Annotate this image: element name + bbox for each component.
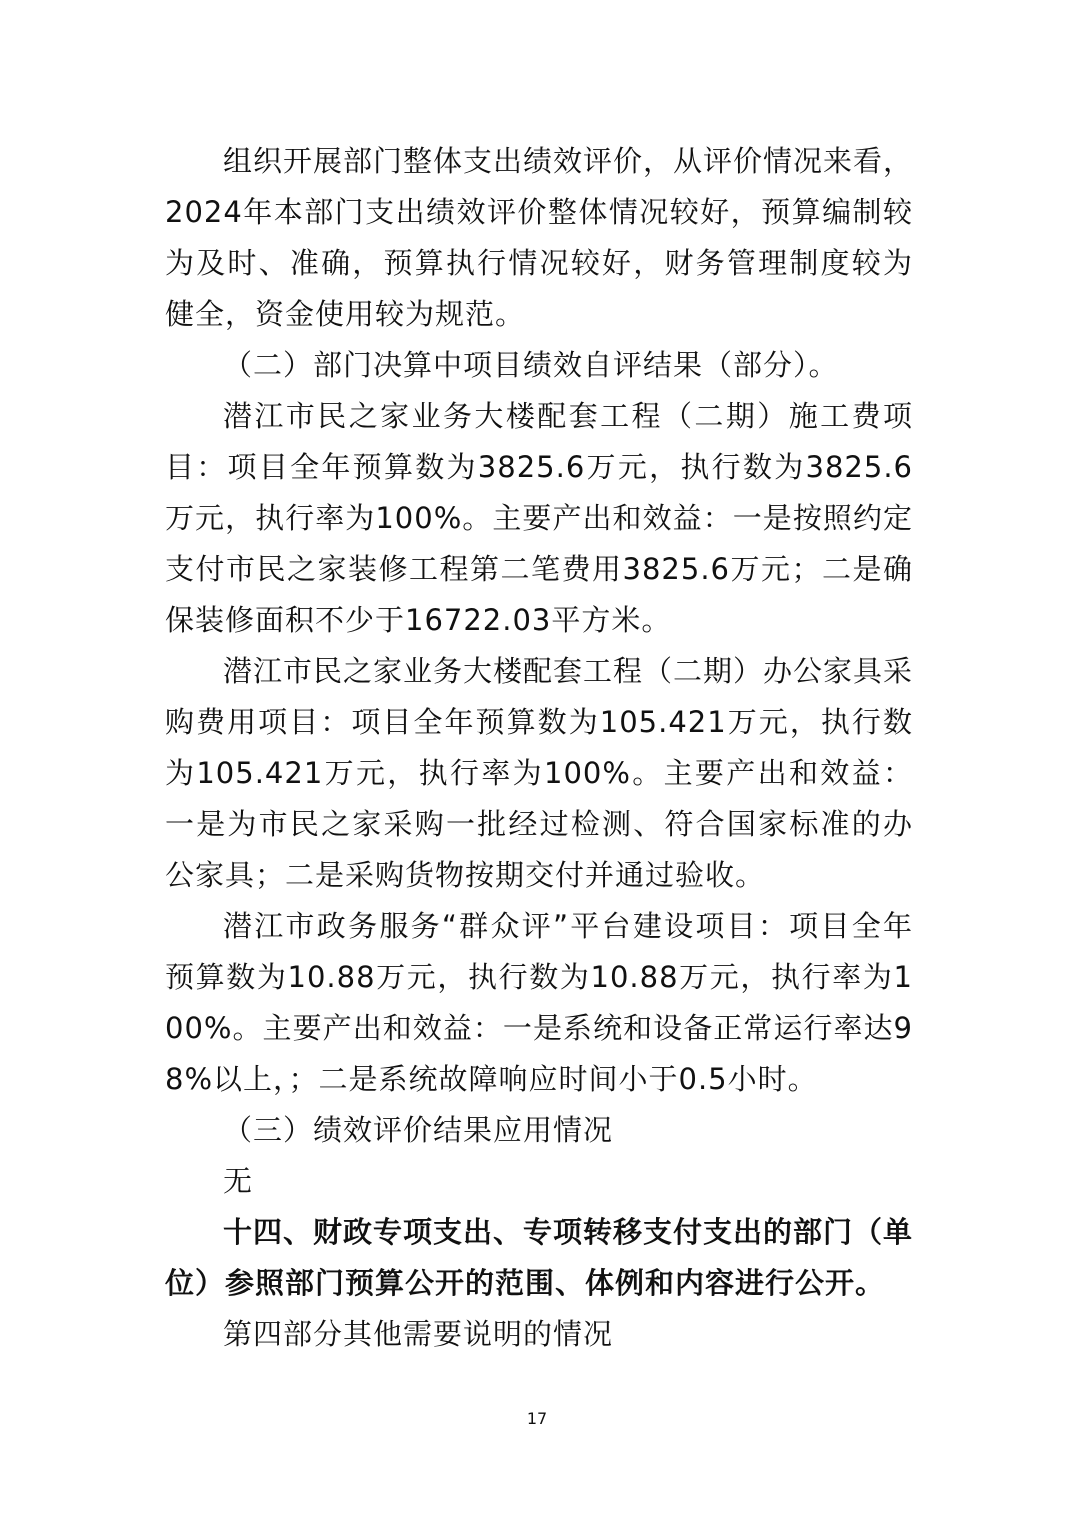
paragraph-item-14: 十四、财政专项支出、专项转移支付支出的部门（单位）参照部门预算公开的范围、体例和内容进行公开。 bbox=[165, 1215, 914, 1300]
page-number: 17 bbox=[526, 1409, 548, 1428]
paragraph-overall-evaluation: 组织开展部门整体支出绩效评价，从评价情况来看，2024年本部门支出绩效评价整体情况较好，预算编制较为及时、准确，预算执行情况较好，财务管理制度较为健全，资金使用较为规范。 bbox=[165, 144, 914, 331]
paragraph-project-platform: 潜江市政务服务“群众评”平台建设项目：项目全年预算数为10.88万元，执行数为10.88万元，执行率为100%。主要产出和效益：一是系统和设备正常运行率达98%以上，；二是系统故障响应时间小于0.5小时。 bbox=[165, 909, 913, 1096]
paragraph-none: 无 bbox=[223, 1164, 254, 1198]
paragraph-project-furniture: 潜江市民之家业务大楼配套工程（二期）办公家具采购费用项目：项目全年预算数为105.421万元，执行数为105.421万元，执行率为100%。主要产出和效益：一是为市民之家采购一批经过检测、符合国家标准的办公家具；二是采购货物按期交付并通过验收。 bbox=[165, 654, 914, 892]
paragraph-part-4-title: 第四部分其他需要说明的情况 bbox=[223, 1317, 614, 1351]
paragraph-project-construction: 潜江市民之家业务大楼配套工程（二期）施工费项目：项目全年预算数为3825.6万元，执行数为3825.6万元，执行率为100%。主要产出和效益：一是按照约定支付市民之家装修工程第二笔费用3825.6万元；二是确保装修面积不少于16722.03平方米。 bbox=[165, 399, 913, 637]
paragraph-section-3-title: （三）绩效评价结果应用情况 bbox=[223, 1113, 614, 1147]
paragraph-section-2-title: （二）部门决算中项目绩效自评结果（部分）。 bbox=[223, 348, 839, 382]
document-body bbox=[165, 136, 913, 1360]
